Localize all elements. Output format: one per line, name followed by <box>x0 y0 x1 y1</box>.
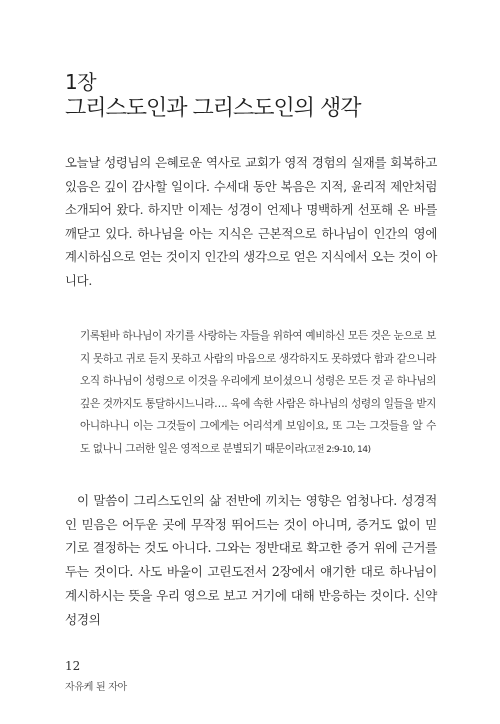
chapter-title: 그리스도인과 그리스도인의 생각 <box>65 96 361 121</box>
page-number: 12 <box>65 659 81 673</box>
chapter-number: 1장 <box>65 70 97 94</box>
quote-citation: (고전 2:9-10, 14) <box>304 443 371 455</box>
running-title: 자유케 된 자아 <box>65 682 127 693</box>
body-paragraph-1: 오늘날 성령님의 은혜로운 역사로 교회가 영적 경험의 실재를 회복하고 있음은 깊이 감사할 일이다. 수세대 동안 복음은 지적, 윤리적 제안처럼 소개되어 왔다. 하지만 이제는 성경이 언제나 명백하게 선포해 온 바를 깨닫고 있다. 하나님을 아는 지식은 근본적으로 하나님이 인간의 영에 계시하심으로 얻는 것이지 인간의 생각으로 얻은 지식에서 오는 것이 아니다. <box>65 155 437 288</box>
scripture-quote <box>80 325 436 462</box>
quote-text: 기록된바 하나님이 자기를 사랑하는 자들을 위하여 예비하신 모든 것은 눈으로 보지 못하고 귀로 듣지 못하고 사람의 마음으로 생각하지도 못하였다 함과 같으니라 오직 하나님이 성령으로 이것을 우리에게 보이셨으니 성령은 모든 것 곧 하나님의 깊은 것까지도 통달하시느니라…. 육에 속한 사람은 하나님의 성령의 일들을 받지 아니하나니 이는 그것들이 그에게는 어리석게 보임이요, 또 그는 그것들을 알 수도 없나니 그러한 일은 영적으로 분별되기 때문이라 <box>80 330 436 455</box>
body-paragraph-2: 이 말씀이 그리스도인의 삶 전반에 끼치는 영향은 엄청나다. 성경적인 믿음은 어두운 곳에 무작정 뛰어드는 것이 아니며, 증거도 없이 믿기로 결정하는 것도 아니다. 그와는 정반대로 확고한 증거 위에 근거를 두는 것이다. 사도 바울이 고린도전서 2장에서 얘기한 대로 하나님이 계시하시는 뜻을 우리 영으로 보고 거기에 대해 반응하는 것이다. 신약성경의 <box>65 493 437 627</box>
